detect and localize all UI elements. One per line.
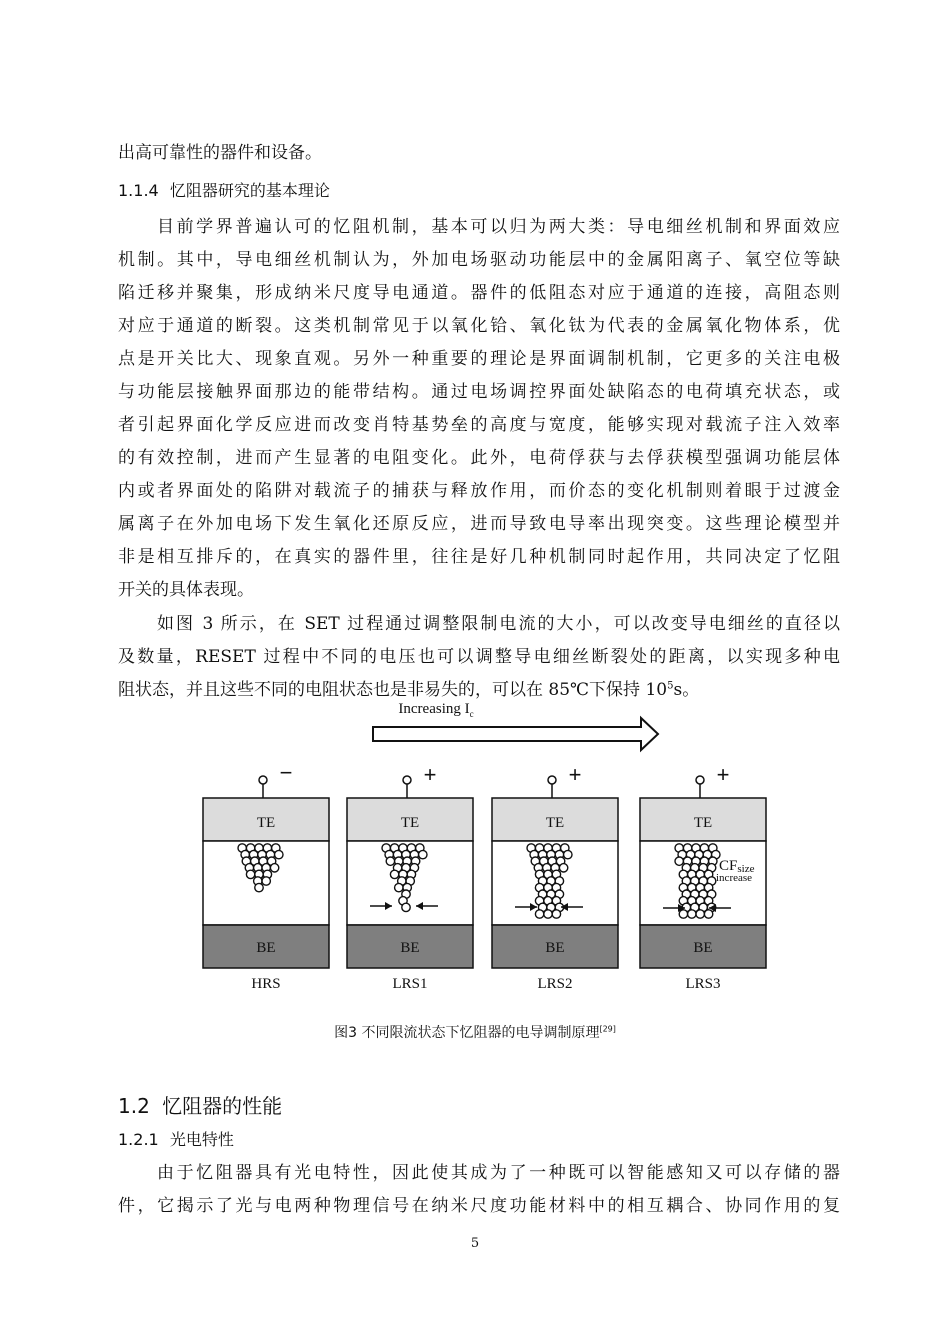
paragraph-line: 件，它揭示了光与电两种物理信号在纳米尺度功能材料中的相互耦合、协同作用的复 xyxy=(118,1196,840,1216)
section-number: 1.1.4 xyxy=(118,181,159,200)
paragraph-line: 非是相互排斥的，在真实的器件里，往往是好几种机制同时起作用，共同决定了忆阻 xyxy=(118,547,840,567)
paragraph-text: 阻状态，并且这些不同的电阻状态也是非易失的，可以在 85℃下保持 10 xyxy=(118,680,668,700)
paragraph-text-end: s。 xyxy=(673,680,700,700)
filament-particle xyxy=(246,870,254,878)
polarity-sign: + xyxy=(423,762,437,787)
section-heading-1-1-4 xyxy=(118,178,330,201)
state-label: LRS1 xyxy=(392,976,428,992)
filament-particle xyxy=(679,910,687,918)
terminal-icon xyxy=(696,776,704,784)
filament-particle xyxy=(395,883,403,891)
cf-increase-label: increase xyxy=(716,872,753,884)
exponent: 5 xyxy=(667,680,674,692)
state-label: LRS3 xyxy=(685,976,721,992)
state-label: LRS2 xyxy=(537,976,573,992)
cell-lrs2 xyxy=(492,762,618,992)
section-title: 忆阻器研究的基本理论 xyxy=(169,181,330,200)
filament-particle xyxy=(544,910,552,918)
increasing-arrow-icon xyxy=(373,718,658,750)
paragraph-line: 内或者界面处的陷阱对载流子的捕获与释放作用，而价态的变化机制则着眼于过渡金 xyxy=(118,481,840,501)
paragraph-line: 如图 3 所示，在 SET 过程通过调整限制电流的大小，可以改变导电细丝的直径以 xyxy=(157,614,840,634)
section-number: 1.2.1 xyxy=(118,1130,159,1149)
be-label: BE xyxy=(400,940,420,956)
be-label: BE xyxy=(545,940,565,956)
memristor-conductance-figure xyxy=(196,690,776,1000)
polarity-sign: + xyxy=(716,762,730,787)
filament-particle xyxy=(386,857,394,865)
cell-lrs1 xyxy=(347,762,473,992)
paragraph-line: 对应于通道的断裂。这类机制常见于以氧化铪、氧化钛为代表的金属氧化物体系，优 xyxy=(118,316,840,336)
filament-particle xyxy=(559,864,567,872)
filament-particle xyxy=(535,910,543,918)
section-heading-1-2 xyxy=(118,1090,282,1119)
figure-caption xyxy=(0,1022,950,1042)
te-label: TE xyxy=(545,815,565,831)
filament-particle xyxy=(255,883,263,891)
terminal-icon xyxy=(548,776,556,784)
cell-hrs xyxy=(203,760,329,992)
paragraph-line: 及数量，RESET 过程中不同的电压也可以调整导电细丝断裂处的距离，以实现多种电 xyxy=(118,647,840,667)
state-label: HRS xyxy=(251,976,281,992)
arrow-label: Increasing $I_c$ xyxy=(398,701,474,719)
filament-particle xyxy=(419,850,427,858)
polarity-sign: − xyxy=(279,760,293,785)
section-title: 光电特性 xyxy=(169,1130,234,1149)
filament-particle xyxy=(390,870,398,878)
filament-particle xyxy=(270,864,278,872)
filament-particle xyxy=(552,910,560,918)
filament-particle xyxy=(696,910,704,918)
paragraph-line: 与功能层接触界面那边的能带结构。通过电场调控界面处缺陷态的电荷填充状态，或 xyxy=(118,382,840,402)
filament-particle xyxy=(704,910,712,918)
terminal-icon xyxy=(403,776,411,784)
paragraph-line: 由于忆阻器具有光电特性，因此使其成为了一种既可以智能感知又可以存储的器 xyxy=(157,1163,840,1183)
paragraph-line: 属离子在外加电场下发生氧化还原反应，进而导致电导率出现突变。这些理论模型并 xyxy=(118,514,840,534)
be-label: BE xyxy=(256,940,276,956)
cf-size-label: CFsize xyxy=(719,858,755,875)
paragraph-line: 开关的具体表现。 xyxy=(118,580,254,600)
filament-particle xyxy=(675,857,683,865)
filament-particle xyxy=(275,850,283,858)
caption-ref: [29] xyxy=(599,1024,616,1034)
be-label: BE xyxy=(693,940,713,956)
page-number: 5 xyxy=(470,1236,480,1251)
filament-particle xyxy=(564,850,572,858)
te-label: TE xyxy=(693,815,713,831)
paragraph-line: 者引起界面化学反应进而改变肖特基势垒的高度与宽度，能够实现对载流子注入效率 xyxy=(118,415,840,435)
te-label: TE xyxy=(400,815,420,831)
section-number: 1.2 xyxy=(118,1094,150,1118)
polarity-sign: + xyxy=(568,762,582,787)
paragraph-line: 陷迁移并聚集，形成纳米尺度导电通道。器件的低阻态对应于通道的连接，高阻态则 xyxy=(118,283,840,303)
filament-particle xyxy=(262,877,270,885)
filament-particle xyxy=(688,910,696,918)
paragraph-line: 目前学界普遍认可的忆阻机制，基本可以归为两大类：导电细丝机制和界面效应 xyxy=(157,217,840,237)
paragraph-line: 的有效控制，进而产生显著的电阻变化。此外，电荷俘获与去俘获模型强调功能层体 xyxy=(118,448,840,468)
paragraph-line: 机制。其中，导电细丝机制认为，外加电场驱动功能层中的金属阳离子、氧空位等缺 xyxy=(118,250,840,270)
section-heading-1-2-1 xyxy=(118,1127,234,1150)
filament-particle xyxy=(402,903,410,911)
cell-lrs3 xyxy=(640,762,766,992)
te-label: TE xyxy=(256,815,276,831)
terminal-icon xyxy=(259,776,267,784)
text-line: 出高可靠性的器件和设备。 xyxy=(118,143,322,163)
caption-text: 图3 不同限流状态下忆阻器的电导调制原理 xyxy=(334,1025,600,1041)
paragraph-line: 点是开关比大、现象直观。另外一种重要的理论是界面调制机制，它更多的关注电极 xyxy=(118,349,840,369)
section-title: 忆阻器的性能 xyxy=(162,1094,283,1118)
